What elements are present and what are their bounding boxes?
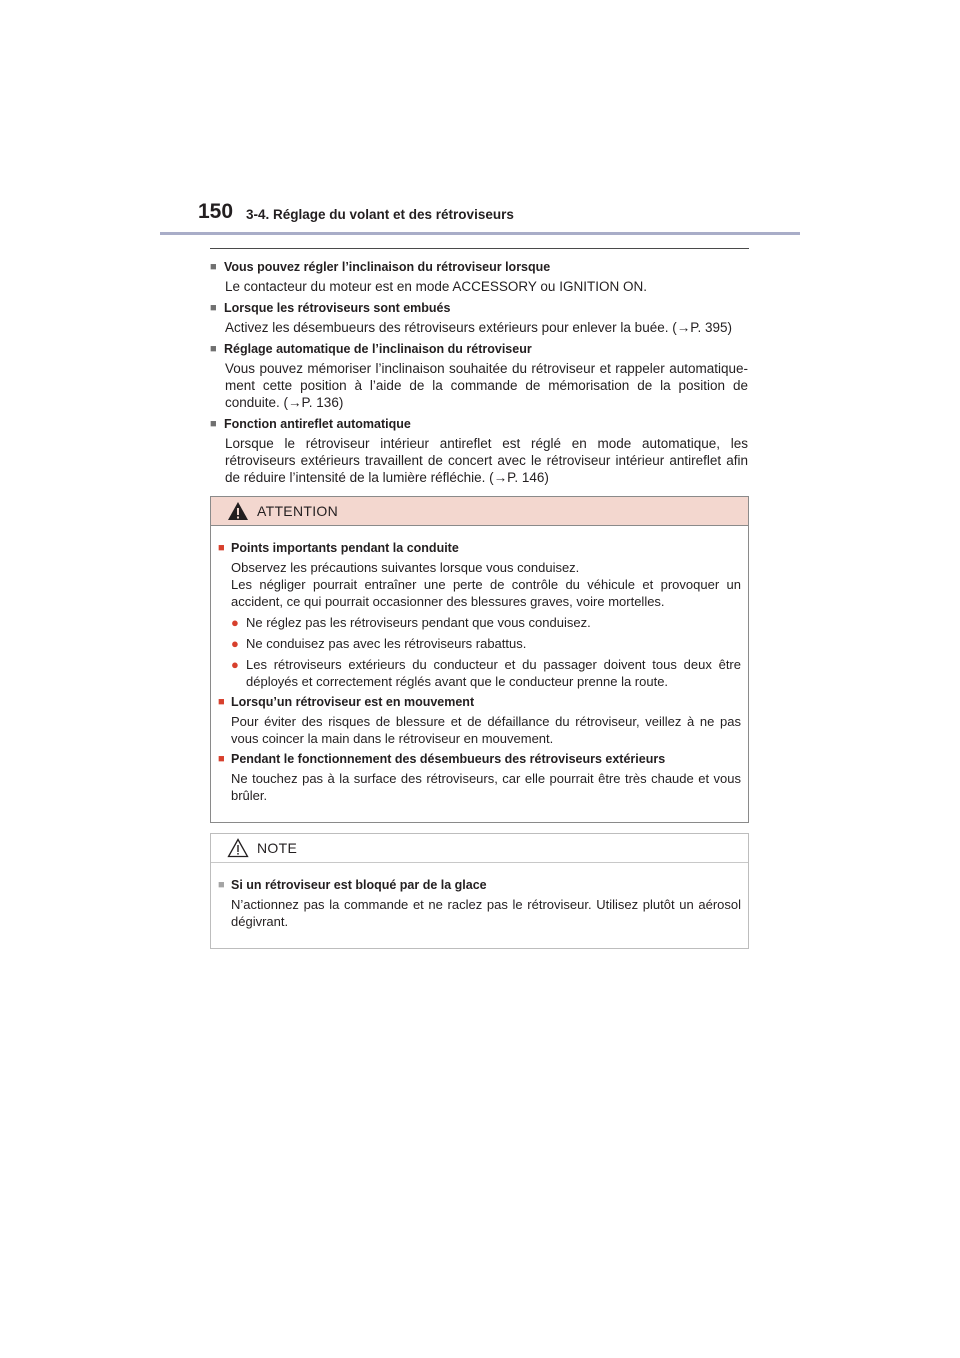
- info-item-body: Le contacteur du moteur est en mode ACCESSORY ou IGNITION ON.: [225, 279, 647, 294]
- info-item: [210, 258, 748, 295]
- gray-square-icon: ■: [210, 343, 217, 355]
- gray-square-icon: ■: [210, 302, 217, 314]
- content-divider: [210, 248, 749, 249]
- info-item-title: Vous pouvez régler l’inclinaison du rétroviseur lorsque: [224, 260, 551, 274]
- note-item-title: Si un rétroviseur est bloqué par de la glace: [231, 878, 487, 892]
- red-dot-icon: ●: [231, 657, 239, 672]
- red-square-icon: ■: [218, 542, 225, 554]
- info-item-body: Lorsque le rétroviseur intérieur antireflet est réglé en mode automatique, les rétroviseurs extérieurs travaillent de concert avec le rétroviseur intérieur antireflet afin de réduire l’intensité de la lumière réfléchie. (→P. 146): [225, 436, 748, 485]
- gray-square-icon: ■: [210, 261, 217, 273]
- attention-label: ATTENTION: [257, 503, 338, 519]
- info-item-title: Réglage automatique de l’inclinaison du rétroviseur: [224, 342, 532, 356]
- info-item: [210, 415, 748, 486]
- attention-body: [211, 526, 748, 804]
- header-rule: [160, 232, 800, 235]
- note-box: [210, 833, 749, 949]
- info-item-body: Activez les désembueurs des rétroviseurs extérieurs pour enlever la buée. (→P. 395): [225, 320, 733, 335]
- section-title: 3-4. Réglage du volant et des rétroviseurs: [246, 207, 514, 222]
- note-header: [211, 834, 748, 863]
- info-item-title: Lorsque les rétroviseurs sont embués: [224, 301, 451, 315]
- bullet-item: ● Les rétroviseurs extérieurs du conducteur et du passager doivent tous deux être déployés et correctement réglés avant que le conducteur prenne la route.: [231, 657, 741, 689]
- attention-header: [211, 497, 748, 526]
- gray-square-icon: ■: [210, 418, 217, 430]
- info-item-title: Fonction antireflet automatique: [224, 417, 411, 431]
- red-dot-icon: ●: [231, 636, 239, 651]
- warning-triangle-outline-icon: [227, 838, 249, 858]
- note-item-text: N’actionnez pas la commande et ne raclez pas le rétroviseur. Utilisez plutôt un aérosol dégivrant.: [231, 897, 741, 929]
- note-item: [218, 877, 741, 930]
- info-list: [210, 258, 748, 490]
- bullet-item: ● Ne conduisez pas avec les rétroviseurs rabattus.: [231, 636, 527, 651]
- gray-square-icon: ■: [218, 879, 225, 891]
- info-item-body: Vous pouvez mémoriser l’inclinaison souhaitée du rétroviseur et rappeler automatique-ment cette position à l’aide de la commande de mémorisation de la position de conduite. (→P. 136): [225, 361, 748, 410]
- attention-item: [218, 751, 741, 804]
- warning-triangle-icon: [227, 501, 249, 521]
- red-square-icon: ■: [218, 753, 225, 765]
- attention-box: [210, 496, 749, 823]
- attention-item: [218, 694, 741, 747]
- note-label: NOTE: [257, 840, 298, 856]
- attention-item: [218, 540, 741, 690]
- info-item: [210, 340, 748, 411]
- attention-item-title: Points importants pendant la conduite: [231, 541, 459, 555]
- attention-item-title: Pendant le fonctionnement des désembueurs des rétroviseurs extérieurs: [231, 752, 666, 766]
- attention-item-text: Pour éviter des risques de blessure et de défaillance du rétroviseur, veillez à ne pas vous coincer la main dans le rétroviseur en mouvement.: [231, 714, 741, 746]
- note-body: [211, 863, 748, 930]
- bullet-item: ● Ne réglez pas les rétroviseurs pendant que vous conduisez.: [231, 615, 591, 630]
- attention-item-text: Les négliger pourrait entraîner une perte de contrôle du véhicule et provoquer un accident, ce qui pourrait occasionner des blessures graves, voire mortelles.: [231, 577, 741, 609]
- red-square-icon: ■: [218, 696, 225, 708]
- attention-item-text: Ne touchez pas à la surface des rétroviseurs, car elle pourrait être très chaude et vous brûler.: [231, 771, 741, 803]
- page-number: 150: [198, 200, 234, 223]
- attention-item-text: Observez les précautions suivantes lorsque vous conduisez.: [231, 560, 580, 575]
- info-item: [210, 299, 748, 336]
- red-dot-icon: ●: [231, 615, 239, 630]
- attention-item-title: Lorsqu’un rétroviseur est en mouvement: [231, 695, 475, 709]
